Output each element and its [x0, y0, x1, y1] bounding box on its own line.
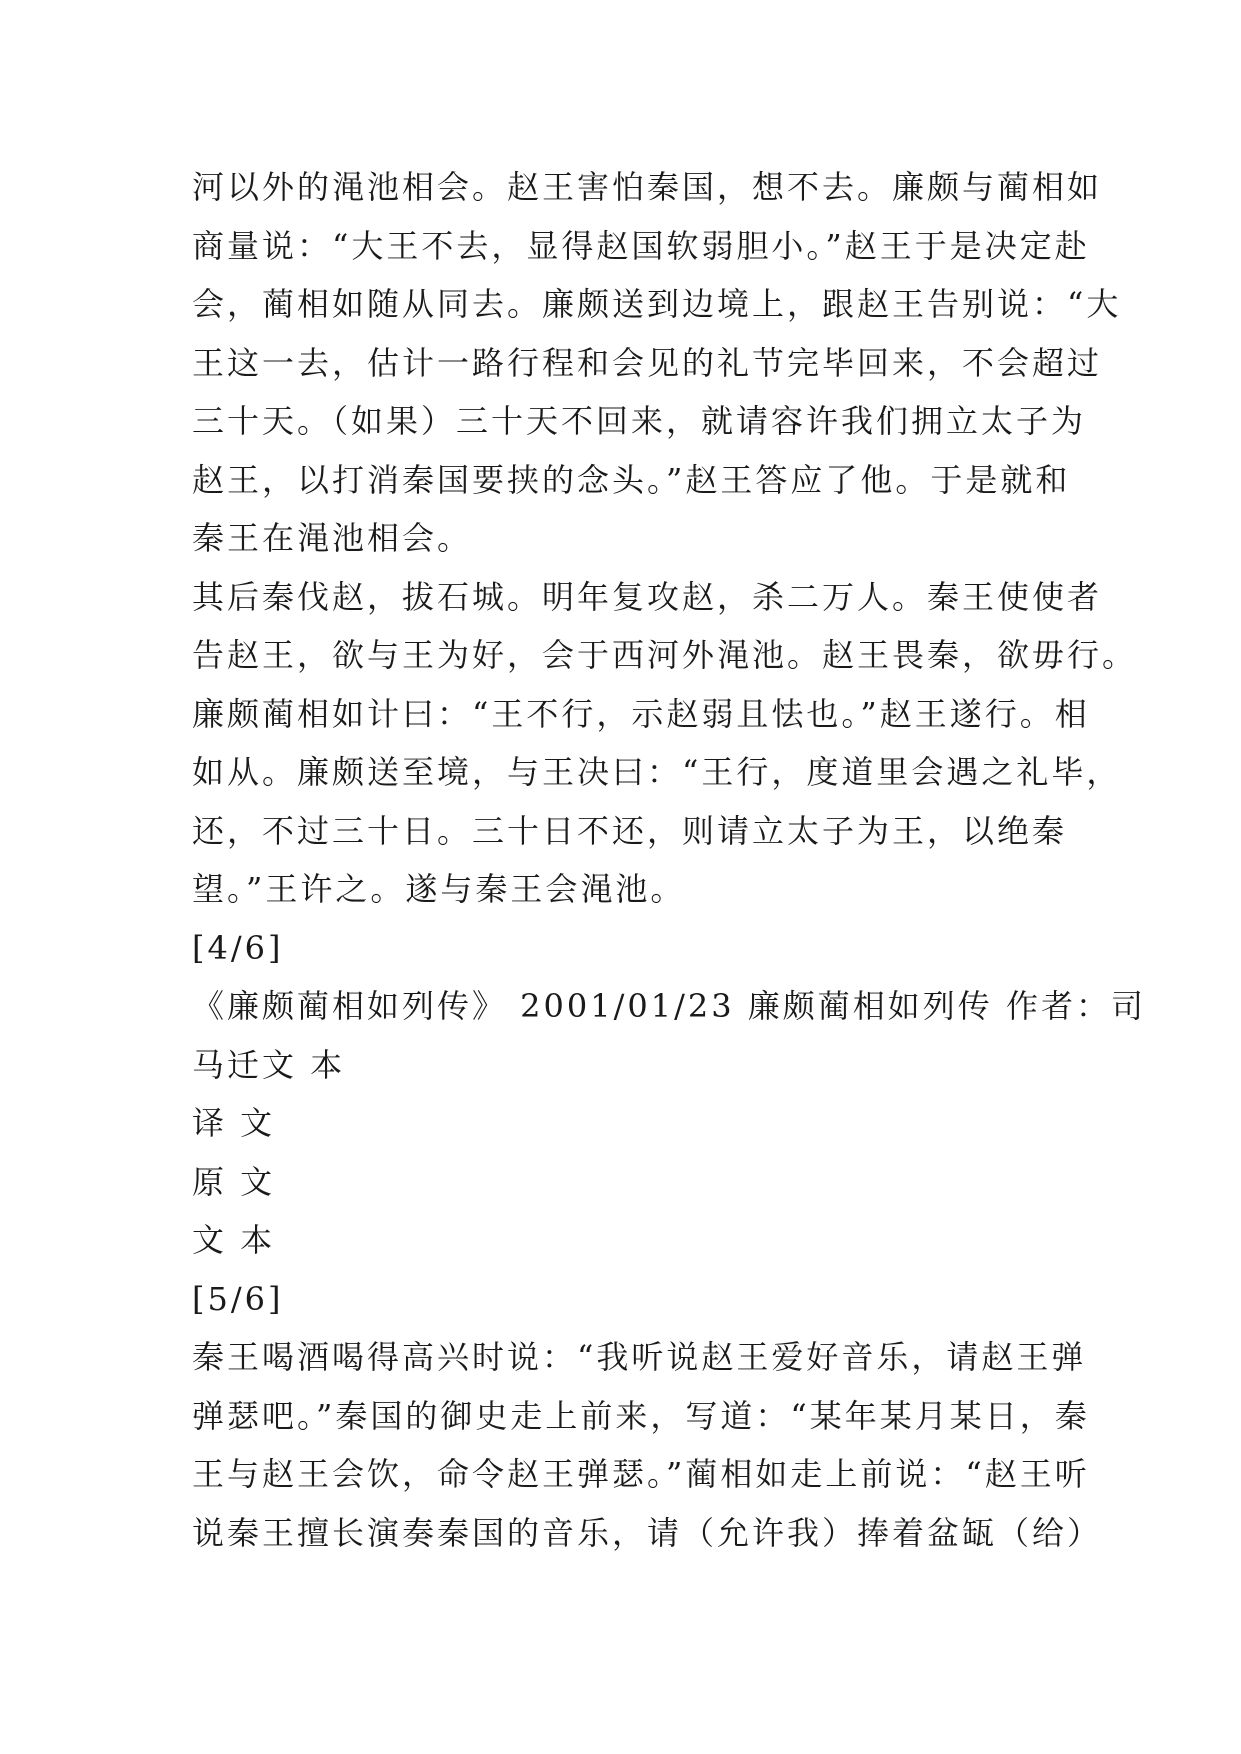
document-body	[192, 158, 1146, 1562]
text-line: 如从。廉颇送至境，与王决曰：“王行，度道里会遇之礼毕，	[192, 753, 1122, 791]
text-line: 弹瑟吧。”秦国的御史走上前来，写道：“某年某月某日，秦	[192, 1396, 1090, 1435]
text-line: 商量说：“大王不去，显得赵国软弱胆小。”赵王于是决定赴	[192, 226, 1090, 265]
text-line: 会，蔺相如随从同去。廉颇送到边境上，跟赵王告别说：“大	[192, 285, 1122, 323]
text-line: 告赵王，欲与王为好，会于西河外渑池。赵王畏秦，欲毋行。	[192, 636, 1138, 674]
text-line: 文 本	[192, 1221, 276, 1259]
text-line: 《廉颇蔺相如列传》 2001/01/23 廉颇蔺相如列传 作者：司	[192, 987, 1146, 1025]
text-line: 赵王，以打消秦国要挟的念头。”赵王答应了他。于是就和	[192, 460, 1071, 499]
text-line: 秦王在渑池相会。	[192, 519, 473, 557]
text-line: 王与赵王会饮，命令赵王弹瑟。”蔺相如走上前说：“赵王听	[192, 1455, 1090, 1493]
text-line: 译 文	[192, 1104, 276, 1142]
text-line: 马迁文 本	[192, 1045, 346, 1084]
text-line: 还，不过三十日。三十日不还，则请立太子为王，以绝秦	[192, 811, 1068, 850]
text-line: 其后秦伐赵，拔石城。明年复攻赵，杀二万人。秦王使使者	[192, 577, 1103, 616]
text-line: 廉颇蔺相如计曰：“王不行，示赵弱且怯也。”赵王遂行。相	[192, 694, 1090, 733]
text-line: 望。”王许之。遂与秦王会渑池。	[192, 870, 686, 908]
page-marker: [5/6]	[192, 1279, 284, 1318]
text-line: 秦王喝酒喝得高兴时说：“我听说赵王爱好音乐，请赵王弹	[192, 1338, 1087, 1376]
text-line: 三十天。（如果）三十天不回来，就请容许我们拥立太子为	[192, 402, 1087, 440]
text-line: 王这一去，估计一路行程和会见的礼节完毕回来，不会超过	[192, 343, 1103, 382]
text-line: 河以外的渑池相会。赵王害怕秦国，想不去。廉颇与蔺相如	[192, 168, 1103, 206]
text-line: 原 文	[192, 1162, 276, 1201]
page-marker: [4/6]	[192, 928, 284, 967]
text-line: 说秦王擅长演奏秦国的音乐，请（允许我）捧着盆缻（给）	[192, 1513, 1103, 1552]
